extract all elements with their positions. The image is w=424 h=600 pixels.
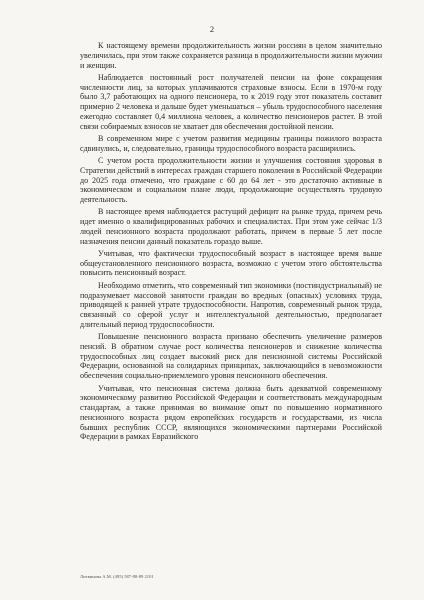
paragraph-5: В настоящее время наблюдается растущий дефицит на рынке труда, причем речь идет именно о квалифицированных рабочих и специалистах. При этом уже сейчас 1/3 людей пенсионного возраста продолжают работать, причем в первые 5 лет после назначения пенсии данный показатель гораздо выше. (80, 207, 382, 246)
paragraph-7: Необходимо отметить, что современный тип экономики (постиндустриальный) не подразумевает массовой занятости граждан во вредных (опасных) условиях труда, приводящей к ранней утрате трудоспособности. Напротив, современный рынок труда, связанный со сферой услуг и интеллектуальной деятельностью, предполагает длительный период трудоспособности. (80, 280, 382, 329)
paragraph-1: К настоящему времени продолжительность жизни россиян в целом значительно увеличилась, при этом также сохраняется разница в продолжительности жизни мужчин и женщин. (80, 41, 382, 70)
paragraph-4: С учетом роста продолжительности жизни и улучшения состояния здоровья в Стратегии действий в интересах граждан старшего поколения в Российской Федерации до 2025 года отмечено, что граждане с 60 до 64 лет - это достаточно активные в экономическом и социальном плане люди, продолжающие осуществлять трудовую деятельность. (80, 156, 382, 205)
paragraph-8: Повышение пенсионного возраста призвано обеспечить увеличение размеров пенсий. В обратном случае рост количества пенсионеров и снижение количества трудоспособных лиц создает высокий риск для пенсионной системы Российской Федерации, основанной на солидарных принципах, заключающийся в невозможности обеспечения социально-приемлемого уровня пенсионного обеспечения. (80, 332, 382, 381)
page-number: 2 (209, 24, 215, 34)
paragraph-3: В современном мире с учетом развития медицины границы пожилого возраста сдвинулись, и, следовательно, границы трудоспособного возраста расширились. (80, 133, 382, 153)
paragraph-6: Учитывая, что фактически трудоспособный возраст в настоящее время выше общеустановленного пенсионного возраста, возможно с учетом этого обстоятельства повысить пенсионный возраст. (80, 248, 382, 278)
footer-author-line: Литвинова А.М. (495) 587-88-89 2101 (80, 574, 154, 579)
document-body (80, 41, 382, 445)
paragraph-9: Учитывая, что пенсионная система должна быть адекватной современному экономическому развитию Российской Федерации и соответствовать международным стандартам, а также принимая во внимание опыт по повышению нормативного пенсионного возраста рядом европейских государств и государствами, из числа бывших республик СССР, являющихся экономическими партнерами Российской Федерации в рамках Евразийского (80, 383, 382, 442)
paragraph-2: Наблюдается постоянный рост получателей пенсии на фоне сокращения численности лиц, за которых уплачиваются страховые взносы. Если в 1970-м году было 3,7 работающих на одного пенсионера, то к 2019 году этот показатель составит примерно 2 человека и дальше будет уменьшаться – убыль трудоспособного населения ежегодно составляет 0,4 миллиона человек, а количество пенсионеров растет. В этой связи собираемых взносов не хватает для обеспечения достойной пенсии. (80, 72, 382, 131)
